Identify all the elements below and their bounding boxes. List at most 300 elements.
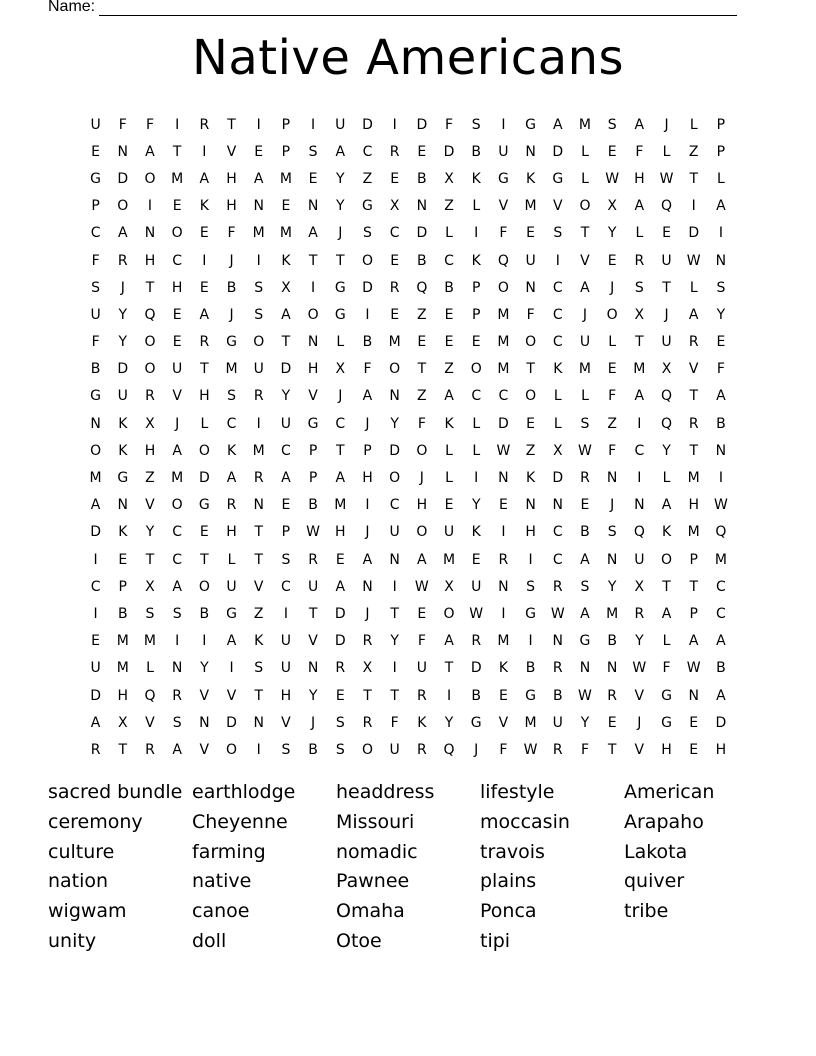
grid-letter: S <box>281 741 291 758</box>
grid-letter: A <box>90 497 101 514</box>
grid-letter: U <box>634 551 645 568</box>
grid-letter: U <box>389 741 400 758</box>
grid-letter: Z <box>417 306 427 323</box>
grid-letter: R <box>90 741 101 758</box>
grid-letter: E <box>417 143 427 160</box>
grid-letter: Y <box>336 170 345 187</box>
grid-letter: Q <box>144 306 156 323</box>
grid-row <box>82 573 735 600</box>
grid-letter: U <box>525 252 536 269</box>
word-list-item: Omaha <box>336 900 405 923</box>
grid-letter: Y <box>200 660 209 677</box>
grid-letter: N <box>307 334 319 351</box>
grid-letter: W <box>578 687 592 704</box>
grid-letter: F <box>499 741 508 758</box>
grid-letter: U <box>90 306 101 323</box>
grid-letter: T <box>227 116 236 133</box>
word-list-item: canoe <box>192 900 250 923</box>
grid-letter: R <box>199 334 210 351</box>
grid-letter: K <box>118 415 128 432</box>
grid-letter: T <box>444 660 454 677</box>
grid-letter: A <box>335 143 346 160</box>
grid-letter: K <box>661 524 672 541</box>
grid-letter: L <box>662 143 671 160</box>
grid-letter: W <box>659 170 674 187</box>
grid-letter: T <box>526 361 535 378</box>
grid-letter: D <box>90 687 101 704</box>
grid-letter: N <box>253 198 264 215</box>
grid-letter: T <box>308 605 318 622</box>
grid-letter: L <box>581 388 589 405</box>
grid-letter: E <box>444 306 454 323</box>
grid-letter: O <box>606 306 618 323</box>
grid-letter: U <box>389 524 400 541</box>
grid-letter: A <box>281 306 291 323</box>
grid-letter: O <box>90 442 102 459</box>
grid-letter: S <box>580 578 590 595</box>
grid-letter: P <box>689 551 698 568</box>
grid-letter: J <box>419 470 424 487</box>
grid-letter: S <box>363 225 372 242</box>
grid-letter: S <box>281 551 291 568</box>
grid-letter: O <box>497 279 509 296</box>
grid-letter: F <box>635 143 644 160</box>
grid-letter: M <box>497 306 510 323</box>
grid-letter: N <box>715 252 727 269</box>
grid-letter: O <box>226 741 238 758</box>
grid-letter: T <box>254 551 263 568</box>
grid-letter: R <box>117 252 128 269</box>
grid-letter: A <box>634 116 645 133</box>
grid-letter: X <box>607 198 617 215</box>
grid-letter: L <box>200 415 209 432</box>
grid-letter: U <box>117 388 128 405</box>
grid-letter: F <box>499 225 508 242</box>
grid-letter: E <box>444 334 454 351</box>
grid-letter: O <box>416 442 428 459</box>
grid-letter: D <box>362 279 373 296</box>
grid-letter: E <box>471 551 481 568</box>
grid-letter: L <box>336 334 345 351</box>
grid-letter: R <box>253 470 264 487</box>
grid-row <box>82 655 735 682</box>
grid-letter: X <box>362 660 373 677</box>
grid-letter: U <box>416 660 427 677</box>
grid-letter: B <box>90 361 101 378</box>
word-list-item: Cheyenne <box>192 810 288 833</box>
grid-letter: H <box>634 170 645 187</box>
grid-letter: G <box>579 633 591 650</box>
grid-letter: D <box>688 225 700 242</box>
grid-letter: O <box>389 470 401 487</box>
grid-letter: K <box>118 442 128 459</box>
grid-letter: D <box>117 170 129 187</box>
grid-letter: C <box>634 442 645 459</box>
grid-row <box>82 736 735 763</box>
grid-letter: Y <box>471 497 481 514</box>
grid-letter: V <box>253 578 264 595</box>
grid-letter: E <box>199 225 209 242</box>
grid-letter: Q <box>144 687 156 704</box>
grid-letter: U <box>226 578 237 595</box>
grid-letter: F <box>662 660 671 677</box>
grid-letter: C <box>552 306 563 323</box>
grid-letter: A <box>172 442 182 459</box>
grid-letter: S <box>254 279 264 296</box>
grid-letter: V <box>172 388 182 405</box>
grid-letter: F <box>363 361 372 378</box>
grid-letter: P <box>281 524 291 541</box>
grid-letter: R <box>416 687 427 704</box>
grid-letter: F <box>608 442 617 459</box>
grid-letter: Y <box>308 687 318 704</box>
grid-letter: B <box>117 605 128 622</box>
grid-letter: E <box>91 143 101 160</box>
grid-letter: A <box>117 225 128 242</box>
grid-letter: B <box>552 687 563 704</box>
grid-letter: N <box>144 225 156 242</box>
grid-letter: C <box>471 388 482 405</box>
word-list-item: earthlodge <box>192 781 296 803</box>
grid-letter: C <box>498 388 509 405</box>
grid-letter: H <box>362 470 373 487</box>
grid-letter: T <box>363 687 372 704</box>
grid-row <box>82 274 735 301</box>
grid-letter: G <box>525 605 537 622</box>
grid-letter: R <box>389 279 400 296</box>
grid-letter: S <box>634 279 644 296</box>
grid-letter: C <box>716 605 726 622</box>
grid-letter: Y <box>281 388 291 405</box>
grid-letter: X <box>281 279 291 296</box>
grid-letter: R <box>634 605 645 622</box>
grid-letter: I <box>555 252 560 269</box>
grid-letter: V <box>634 741 645 758</box>
grid-letter: E <box>172 198 182 215</box>
grid-letter: W <box>469 605 484 622</box>
grid-letter: A <box>661 605 672 622</box>
grid-letter: O <box>416 524 428 541</box>
grid-letter: E <box>172 306 182 323</box>
grid-letter: S <box>553 225 563 242</box>
grid-letter: E <box>471 334 481 351</box>
grid-letter: J <box>664 116 669 133</box>
grid-letter: P <box>716 116 726 133</box>
grid-letter: L <box>553 388 562 405</box>
grid-letter: J <box>311 714 316 731</box>
name-line[interactable] <box>99 0 737 16</box>
grid-letter: B <box>308 497 318 514</box>
grid-letter: D <box>334 633 346 650</box>
grid-letter: S <box>308 143 318 160</box>
grid-letter: W <box>686 252 701 269</box>
grid-letter: N <box>253 497 264 514</box>
grid-letter: H <box>525 524 536 541</box>
grid-letter: V <box>226 687 237 704</box>
grid-letter: Q <box>661 415 673 432</box>
grid-letter: N <box>579 660 591 677</box>
grid-letter: S <box>227 388 236 405</box>
grid-letter: C <box>281 442 291 459</box>
grid-letter: X <box>145 415 155 432</box>
grid-letter: A <box>688 633 699 650</box>
grid-letter: F <box>91 252 100 269</box>
grid-letter: I <box>446 687 452 704</box>
grid-letter: V <box>498 198 509 215</box>
grid-letter: P <box>281 143 291 160</box>
grid-letter: J <box>637 714 642 731</box>
grid-letter: W <box>605 170 620 187</box>
grid-letter: E <box>607 143 617 160</box>
grid-letter: M <box>497 334 510 351</box>
grid-letter: K <box>118 524 128 541</box>
grid-letter: S <box>716 279 726 296</box>
grid-letter: Q <box>497 252 509 269</box>
grid-letter: T <box>689 578 698 595</box>
grid-letter: L <box>717 170 725 187</box>
grid-letter: B <box>226 279 237 296</box>
grid-letter: R <box>253 388 264 405</box>
grid-letter: L <box>581 170 589 187</box>
grid-letter: T <box>635 334 644 351</box>
grid-letter: E <box>254 143 264 160</box>
grid-letter: M <box>687 524 700 541</box>
grid-letter: C <box>552 279 563 296</box>
grid-letter: I <box>93 605 98 622</box>
word-list-item: American <box>624 781 715 803</box>
grid-letter: X <box>389 198 400 215</box>
grid-letter: A <box>335 470 346 487</box>
grid-letter: L <box>472 442 481 459</box>
grid-letter: C <box>389 497 400 514</box>
grid-letter: I <box>392 578 397 595</box>
grid-letter: O <box>361 741 373 758</box>
grid-letter: I <box>501 524 506 541</box>
grid-letter: G <box>525 687 537 704</box>
grid-letter: I <box>718 225 723 242</box>
grid-letter: M <box>279 170 292 187</box>
grid-letter: K <box>254 633 264 650</box>
grid-letter: R <box>498 551 509 568</box>
grid-letter: K <box>526 470 536 487</box>
grid-letter: A <box>580 605 590 622</box>
grid-letter: Y <box>580 714 590 731</box>
grid-letter: D <box>715 714 727 731</box>
grid-letter: T <box>417 361 427 378</box>
grid-letter: E <box>335 551 345 568</box>
grid-letter: P <box>363 442 372 459</box>
grid-letter: Z <box>525 442 536 459</box>
grid-letter: A <box>417 551 427 568</box>
grid-letter: L <box>445 470 453 487</box>
page-title: Native Americans <box>191 30 625 86</box>
grid-letter: S <box>254 660 264 677</box>
grid-letter: P <box>689 605 698 622</box>
grid-letter: A <box>716 633 726 650</box>
name-label: Name: <box>48 0 96 15</box>
grid-letter: D <box>498 415 509 432</box>
grid-letter: J <box>365 524 370 541</box>
grid-letter: J <box>474 741 479 758</box>
grid-letter: V <box>199 687 210 704</box>
grid-letter: H <box>688 497 699 514</box>
grid-letter: S <box>607 116 617 133</box>
grid-letter: R <box>362 633 373 650</box>
grid-letter: E <box>716 334 726 351</box>
grid-letter: D <box>470 660 482 677</box>
grid-letter: F <box>91 334 100 351</box>
grid-letter: O <box>144 170 156 187</box>
grid-letter: Y <box>118 334 128 351</box>
grid-letter: C <box>552 524 563 541</box>
grid-letter: U <box>280 633 292 650</box>
grid-letter: G <box>362 198 373 215</box>
grid-letter: C <box>172 524 183 541</box>
grid-letter: B <box>417 252 427 269</box>
grid-letter: N <box>307 660 319 677</box>
grid-letter: S <box>145 605 155 622</box>
grid-letter: R <box>634 252 645 269</box>
grid-letter: V <box>498 714 509 731</box>
grid-letter: M <box>633 361 646 378</box>
grid-row <box>82 165 735 192</box>
grid-letter: S <box>580 415 590 432</box>
grid-letter: A <box>580 551 590 568</box>
grid-letter: T <box>281 334 291 351</box>
grid-letter: C <box>552 551 563 568</box>
grid-letter: M <box>143 633 157 650</box>
grid-letter: D <box>280 361 292 378</box>
grid-letter: T <box>145 279 155 296</box>
grid-letter: E <box>281 497 291 514</box>
grid-letter: I <box>202 143 207 160</box>
grid-row <box>82 492 735 519</box>
grid-letter: N <box>715 442 727 459</box>
grid-letter: I <box>283 605 288 622</box>
grid-letter: Z <box>607 415 617 432</box>
grid-letter: N <box>389 551 400 568</box>
grid-letter: E <box>526 415 536 432</box>
grid-letter: M <box>497 633 510 650</box>
grid-letter: R <box>552 741 563 758</box>
grid-letter: A <box>716 687 726 704</box>
word-list-item: farming <box>192 840 266 863</box>
grid-letter: Q <box>661 198 673 215</box>
grid-letter: U <box>90 660 101 677</box>
grid-letter: J <box>582 306 588 323</box>
grid-letter: R <box>607 687 618 704</box>
grid-letter: I <box>365 497 370 514</box>
grid-letter: T <box>607 741 617 758</box>
grid-letter: D <box>90 524 101 541</box>
word-list-item: tipi <box>480 929 511 952</box>
grid-letter: N <box>253 714 264 731</box>
grid-letter: N <box>525 497 536 514</box>
grid-letter: R <box>688 415 699 432</box>
grid-letter: B <box>199 605 210 622</box>
grid-letter: L <box>689 279 698 296</box>
grid-letter: C <box>444 252 454 269</box>
grid-letter: Z <box>145 470 155 487</box>
grid-letter: D <box>552 143 564 160</box>
word-list-item: native <box>192 870 252 893</box>
grid-letter: N <box>362 578 373 595</box>
grid-letter: R <box>471 633 482 650</box>
grid-letter: H <box>307 361 319 378</box>
grid-letter: I <box>392 116 397 133</box>
grid-letter: H <box>335 524 346 541</box>
grid-letter: G <box>307 415 319 432</box>
grid-letter: N <box>416 198 428 215</box>
grid-letter: N <box>90 415 101 432</box>
grid-letter: V <box>145 497 155 514</box>
grid-letter: N <box>199 714 210 731</box>
grid-letter: O <box>198 578 210 595</box>
grid-letter: X <box>145 578 155 595</box>
grid-letter: N <box>307 198 319 215</box>
word-list-item: unity <box>48 929 97 952</box>
grid-letter: P <box>308 470 318 487</box>
grid-letter: B <box>362 334 373 351</box>
grid-letter: T <box>145 551 155 568</box>
grid-letter: H <box>144 442 156 459</box>
grid-letter: B <box>444 279 454 296</box>
grid-letter: L <box>635 225 644 242</box>
grid-letter: S <box>91 279 101 296</box>
grid-letter: G <box>525 116 537 133</box>
grid-letter: H <box>715 741 727 758</box>
grid-letter: V <box>634 687 645 704</box>
grid-letter: X <box>335 361 346 378</box>
grid-letter: S <box>526 578 536 595</box>
grid-letter: E <box>444 497 454 514</box>
grid-letter: S <box>254 306 264 323</box>
grid-letter: L <box>472 198 481 215</box>
grid-letter: U <box>661 252 672 269</box>
grid-letter: J <box>610 279 615 296</box>
grid-letter: W <box>632 660 647 677</box>
grid-row <box>82 709 735 736</box>
grid-letter: D <box>198 470 210 487</box>
grid-letter: R <box>226 497 237 514</box>
grid-letter: M <box>116 633 129 650</box>
grid-letter: I <box>691 198 696 215</box>
grid-letter: U <box>307 578 319 595</box>
grid-letter: O <box>144 361 156 378</box>
grid-letter: T <box>336 442 345 459</box>
grid-letter: S <box>172 714 182 731</box>
grid-letter: V <box>580 252 590 269</box>
grid-letter: S <box>607 524 617 541</box>
grid-letter: A <box>172 741 182 758</box>
grid-letter: I <box>637 415 642 432</box>
grid-letter: A <box>308 225 318 242</box>
grid-letter: F <box>608 388 617 405</box>
grid-letter: T <box>689 388 698 405</box>
grid-letter: H <box>416 497 428 514</box>
grid-letter: W <box>523 741 538 758</box>
grid-letter: G <box>661 714 672 731</box>
grid-letter: J <box>365 415 370 432</box>
grid-letter: O <box>525 334 537 351</box>
grid-letter: Q <box>715 524 727 541</box>
grid-letter: R <box>335 660 346 677</box>
grid-letter: E <box>498 687 508 704</box>
grid-letter: E <box>526 225 536 242</box>
grid-letter: L <box>146 660 154 677</box>
grid-letter: W <box>550 605 565 622</box>
grid-letter: A <box>688 306 699 323</box>
